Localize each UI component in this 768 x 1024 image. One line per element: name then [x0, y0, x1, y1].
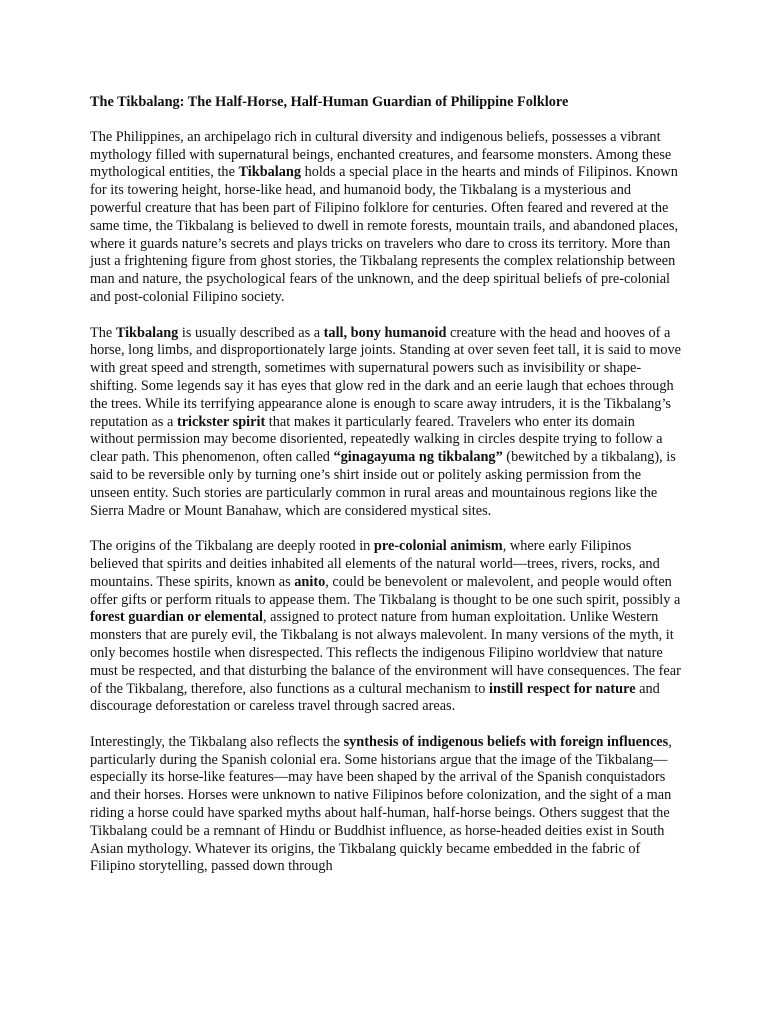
text-run: creature with the head and hooves of a horse, long limbs, and disproportionately large joints. Standing at over seven feet tall, it is said to move with great speed and strength, sometimes with supernatural powers such as invisibility or shape-shifting. Some legends say it has eyes that glow red in the dark and an eerie laugh that echoes through the trees. While its terrifying appearance alone is enough to scare away intruders, it is the Tikbalang’s reputation as a — [90, 324, 681, 430]
bold-run: pre-colonial animism — [373, 538, 503, 555]
text-run: The Philippines, an archipelago rich in cultural diversity and indigenous beliefs, possesses a vibrant mythology filled with supernatural beings, enchanted creatures, and fearsome monsters. Among these mythological entities, the — [90, 128, 672, 181]
text-run: Interestingly, the Tikbalang also reflects the — [90, 733, 344, 750]
text-run: (bewitched by a tikbalang), is said to be reversible only by turning one’s shirt inside out or politely asking permission from the unseen entity. Such stories are particularly common in rural areas and mountainous regions like the Sierra Madre or Mount Banahaw, which are considered mystical sites. — [90, 449, 676, 519]
bold-run: Tikbalang — [238, 164, 302, 181]
bold-run: trickster spirit — [176, 413, 266, 430]
bold-run: forest guardian or elemental — [90, 609, 263, 626]
bold-run: “ginagayuma ng tikbalang” — [333, 449, 503, 466]
document-page — [90, 94, 682, 894]
text-run: , particularly during the Spanish colonial era. Some historians argue that the image of the Tikbalang—especially its horse-like features—may have been shaped by the arrival of the Spanish conquistadors and their horses. Horses were unknown to native Filipinos before colonization, and the sight of a man riding a horse could have sparked myths about half-human, half-horse beings. Others suggest that the Tikbalang could be a remnant of Hindu or Buddhist influence, as horse-headed deities exist in South Asian mythology. Whatever its origins, the Tikbalang quickly became embedded in the fabric of Filipino storytelling, passed down through — [90, 733, 672, 875]
text-run: , assigned to protect nature from human exploitation. Unlike Western monsters that are purely evil, the Tikbalang is not always malevolent. In many versions of the myth, it only becomes hostile when disrespected. This reflects the indigenous Filipino worldview that nature must be respected, and that disturbing the balance of the environment will have consequences. The fear of the Tikbalang, therefore, also functions as a cultural mechanism to — [90, 609, 681, 697]
paragraph-3 — [90, 538, 682, 716]
document-title: The Tikbalang: The Half-Horse, Half-Human Guardian of Philippine Folklore — [90, 94, 569, 110]
text-run: that makes it particularly feared. Travelers who enter its domain without permission may become disoriented, repeatedly walking in circles despite trying to follow a clear path. This phenomenon, often called — [90, 413, 663, 466]
document-body — [90, 129, 682, 876]
bold-run: tall, bony humanoid — [323, 324, 447, 341]
bold-run: instill respect for nature — [489, 680, 636, 697]
text-run: holds a special place in the hearts and minds of Filipinos. Known for its towering height, horse-like head, and humanoid body, the Tikbalang is a mysterious and powerful creature that has been part of Filipino folklore for centuries. Often feared and revered at the same time, the Tikbalang is believed to dwell in remote forests, mountain trails, and abandoned places, where it guards nature’s secrets and plays tricks on travelers who dare to cross its territory. More than just a frightening figure from ghost stories, the Tikbalang represents the complex relationship between man and nature, the psychological fears of the unknown, and the deep spiritual beliefs of pre-colonial and post-colonial Filipino society. — [90, 164, 679, 305]
bold-run: synthesis of indigenous beliefs with foreign influences — [343, 733, 669, 750]
paragraph-4 — [90, 734, 682, 876]
text-run: , where early Filipinos believed that spirits and deities inhabited all elements of the natural world—trees, rivers, rocks, and mountains. These spirits, known as — [90, 538, 660, 590]
bold-run: anito — [294, 573, 326, 590]
text-run: is usually described as a — [178, 324, 324, 341]
paragraph-2 — [90, 325, 682, 521]
text-run: The origins of the Tikbalang are deeply rooted in — [90, 538, 374, 555]
bold-run: Tikbalang — [115, 324, 179, 341]
text-run: The — [90, 324, 116, 341]
text-run: , could be benevolent or malevolent, and people would often offer gifts or perform rituals to appease them. The Tikbalang is thought to be one such spirit, possibly a — [90, 573, 681, 608]
paragraph-1 — [90, 129, 682, 307]
text-run: and discourage deforestation or careless travel through sacred areas. — [90, 680, 660, 715]
